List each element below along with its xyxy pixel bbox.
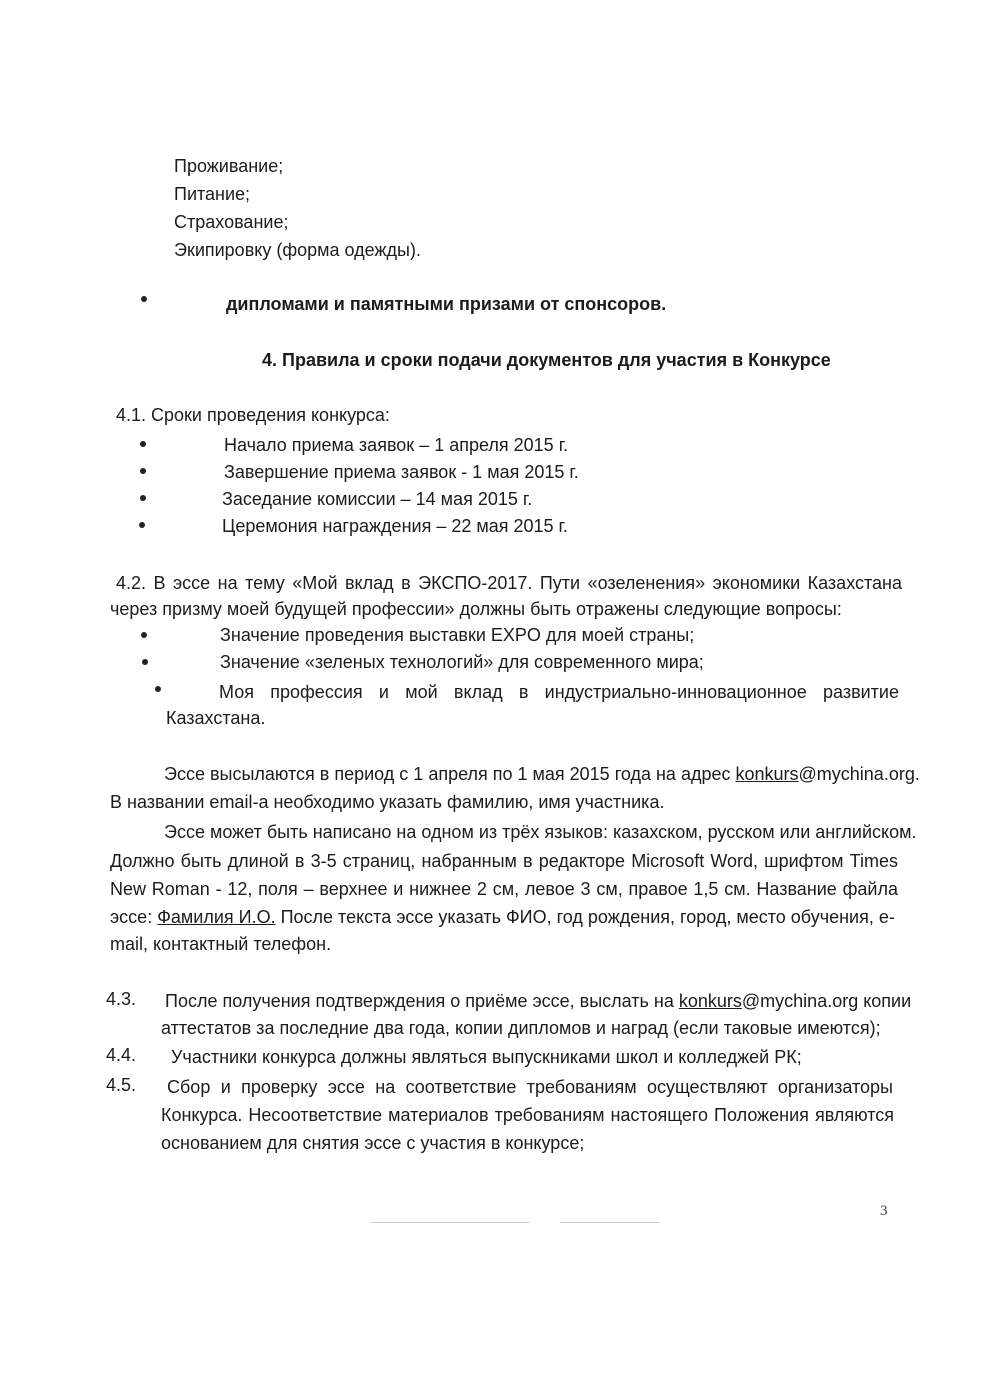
scan-artifact — [560, 1222, 660, 1223]
paragraph-line: аттестатов за последние два года, копии дипломов и наград (если таковые имеются); — [161, 1018, 881, 1038]
list-item: Питание; — [174, 184, 251, 204]
list-item: Проживание; — [174, 156, 284, 176]
paragraph-line: основанием для снятия эссе с участия в конкурсе; — [161, 1133, 585, 1153]
paragraph-text: @mychina.org копии — [741, 991, 912, 1011]
bullet-icon — [139, 522, 145, 528]
paragraph-line: через призму моей будущей профессии» должны быть отражены следующие вопросы: — [110, 599, 842, 619]
item-number: 4.4. — [106, 1045, 137, 1065]
paragraph-line — [164, 764, 920, 785]
subsection-heading: 4.1. Сроки проведения конкурса: — [116, 405, 390, 425]
email-domain: @mychina.org. — [798, 764, 920, 784]
list-item-continuation: Казахстана. — [166, 708, 266, 728]
paragraph-line: Участники конкурса должны являться выпускниками школ и колледжей РК; — [171, 1047, 802, 1067]
paragraph-text: Эссе высылаются в период с 1 апреля по 1 мая 2015 года на адрес — [164, 764, 736, 784]
awards-line: дипломами и памятными призами от спонсоров. — [226, 294, 667, 314]
paragraph-text: После текста эссе указать ФИО, год рождения, город, место обучения, е- — [275, 907, 895, 927]
paragraph-line: В названии email-а необходимо указать фамилию, имя участника. — [110, 792, 665, 812]
filename-example: Фамилия И.О. — [157, 907, 276, 927]
bullet-icon — [142, 659, 148, 665]
bullet-icon — [140, 495, 146, 501]
list-item: Моя профессия и мой вклад в индустриально-инновационное развитие — [219, 682, 899, 702]
paragraph-line: Эссе может быть написано на одном из трёх языков: казахском, русском или английском. — [164, 822, 917, 842]
scan-artifact — [370, 1222, 530, 1223]
paragraph-line: mail, контактный телефон. — [110, 934, 332, 954]
list-item: Начало приема заявок – 1 апреля 2015 г. — [224, 435, 569, 455]
paragraph-line: Сбор и проверку эссе на соответствие требованиям осуществляют организаторы — [167, 1077, 893, 1097]
list-item: Значение «зеленых технологий» для современного мира; — [220, 652, 704, 672]
paragraph-line — [165, 991, 911, 1012]
email-link[interactable]: konkurs — [735, 764, 799, 784]
paragraph-line: Должно быть длиной в 3-5 страниц, набранным в редакторе Microsoft Word, шрифтом Times — [110, 851, 898, 871]
item-number: 4.5. — [106, 1075, 137, 1095]
item-number: 4.3. — [106, 989, 137, 1009]
paragraph-text: эссе: — [110, 907, 158, 927]
section-title: 4. Правила и сроки подачи документов для участия в Конкурсе — [262, 350, 831, 370]
paragraph-line: Конкурса. Несоответствие материалов требованиям настоящего Положения являются — [161, 1105, 894, 1125]
list-item: Заседание комиссии – 14 мая 2015 г. — [222, 489, 533, 509]
bullet-icon — [155, 686, 161, 692]
list-item: Церемония награждения – 22 мая 2015 г. — [222, 516, 568, 536]
bullet-icon — [141, 632, 147, 638]
page-number: 3 — [880, 1203, 888, 1219]
list-item: Значение проведения выставки EXPO для моей страны; — [220, 625, 695, 645]
paragraph-line: New Roman - 12, поля – верхнее и нижнее 2 см, левое 3 см, правое 1,5 см. Название файла — [110, 879, 898, 899]
email-link[interactable]: konkurs — [678, 991, 742, 1011]
list-item: Страхование; — [174, 212, 289, 232]
paragraph-line — [110, 907, 898, 928]
bullet-icon — [141, 296, 147, 302]
bullet-icon — [140, 441, 146, 447]
paragraph-text: После получения подтверждения о приёме эссе, выслать на — [165, 991, 679, 1011]
list-item: Экипировку (форма одежды). — [174, 240, 421, 260]
paragraph-line: 4.2. В эссе на тему «Мой вклад в ЭКСПО-2017. Пути «озеленения» экономики Казахстана — [116, 573, 902, 593]
bullet-icon — [140, 468, 146, 474]
list-item: Завершение приема заявок - 1 мая 2015 г. — [224, 462, 579, 482]
